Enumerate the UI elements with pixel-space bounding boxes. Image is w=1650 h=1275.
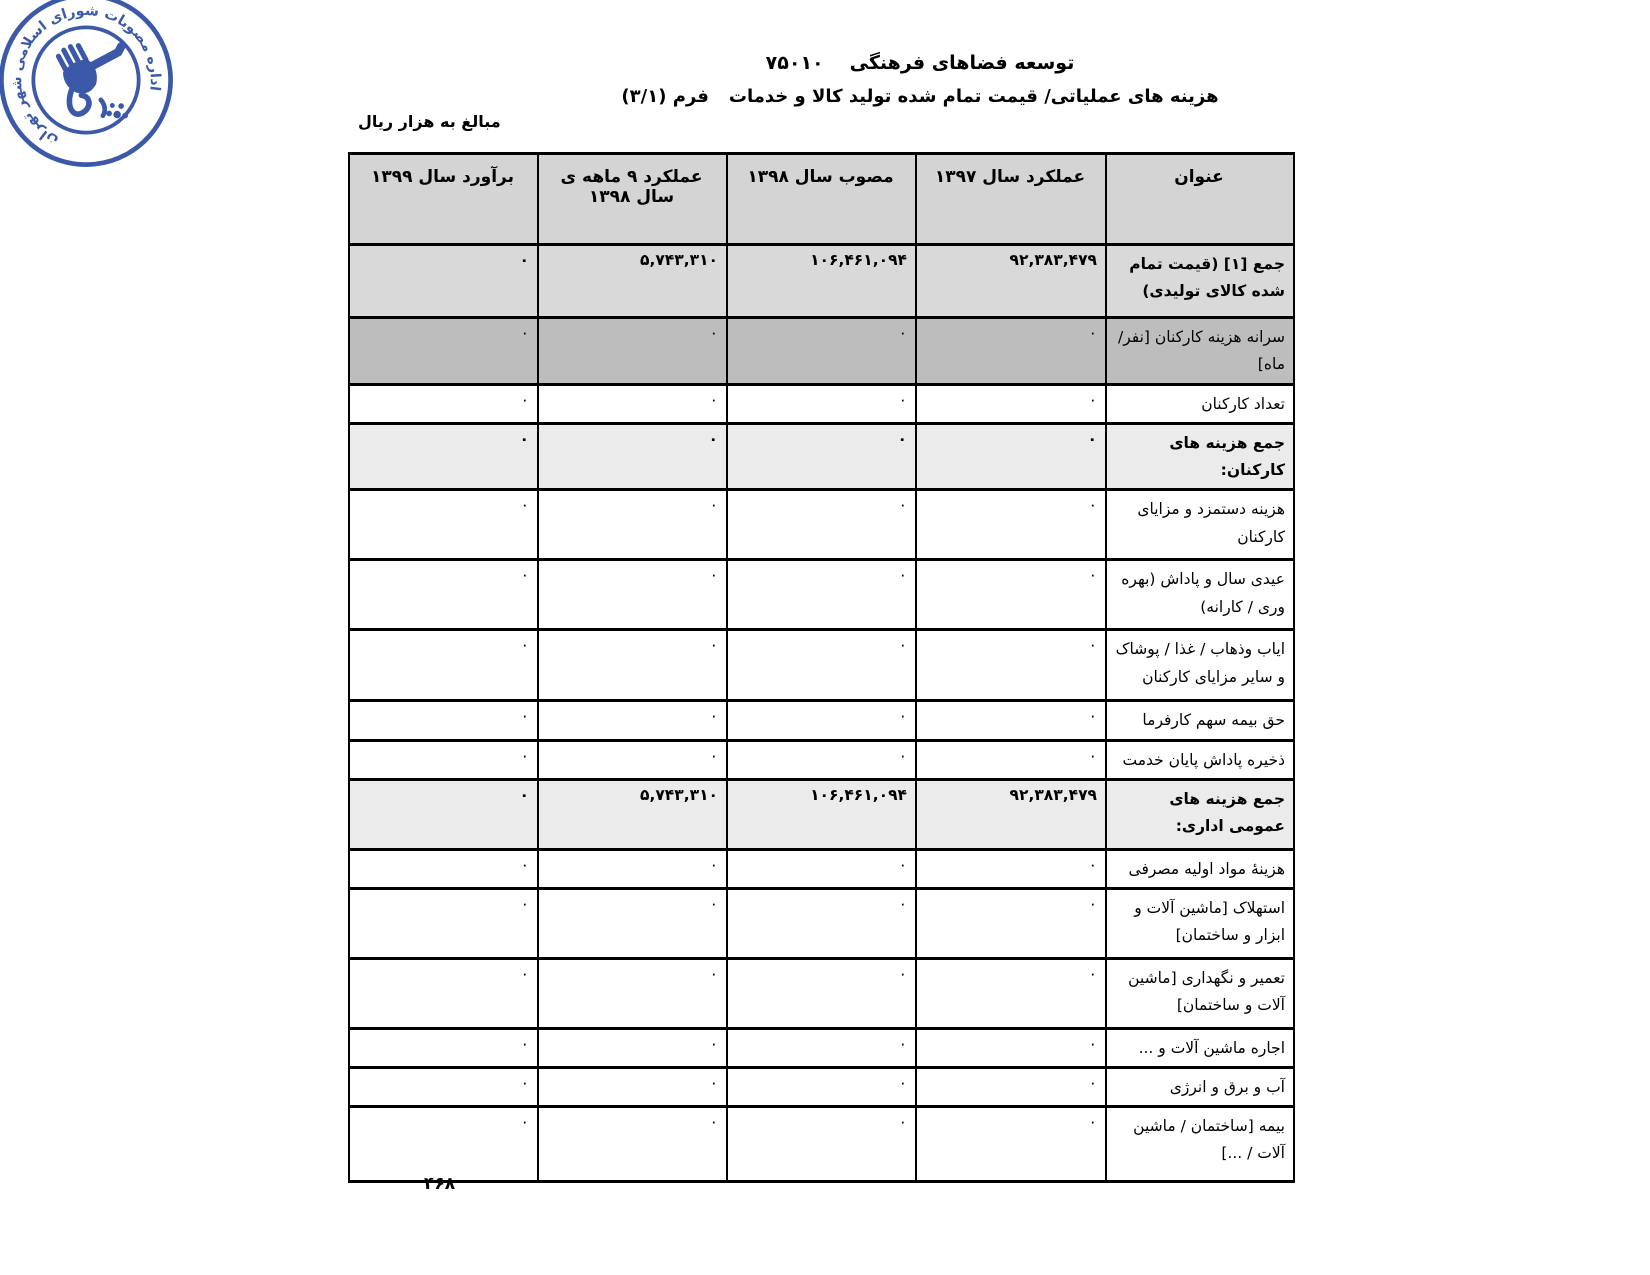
- row-label: تعداد کارکنان: [1106, 385, 1294, 424]
- row-value: ۰: [727, 630, 916, 701]
- table-row: [349, 779, 1294, 849]
- row-label: سرانه هزینه کارکنان [نفر/ماه]: [1106, 318, 1294, 385]
- row-value: ۰: [538, 849, 727, 888]
- row-value: ۰: [916, 318, 1106, 385]
- row-label: حق بیمه سهم کارفرما: [1106, 701, 1294, 740]
- document-header: [600, 52, 1240, 107]
- row-value: ۰: [349, 740, 538, 779]
- row-label: هزینهٔ مواد اولیه مصرفی: [1106, 849, 1294, 888]
- table-row: [349, 245, 1294, 318]
- row-value: ۰: [727, 740, 916, 779]
- col-header-actual-1397: عملکرد سال ۱۳۹۷: [916, 154, 1106, 245]
- table-row: [349, 1067, 1294, 1106]
- row-value: ۰: [727, 1107, 916, 1182]
- row-value: ۰: [916, 385, 1106, 424]
- row-label: هزینه دستمزد و مزایای کارکنان: [1106, 490, 1294, 560]
- row-label: ایاب وذهاب / غذا / پوشاک و سایر مزایای کارکنان: [1106, 630, 1294, 701]
- table-row: [349, 560, 1294, 630]
- row-value: ۰: [349, 888, 538, 958]
- row-value: ۰: [349, 318, 538, 385]
- row-value: ۰: [538, 701, 727, 740]
- row-value: ۰: [349, 1107, 538, 1182]
- table-row: [349, 958, 1294, 1028]
- row-value: ۰: [349, 1028, 538, 1067]
- cost-table-header: [349, 154, 1294, 245]
- page-number: ۴۶۸: [424, 1174, 456, 1194]
- stamp-ring-text: اداره مصوبات شورای اسلامی شهر تهران: [8, 2, 163, 150]
- row-value: ۰: [916, 630, 1106, 701]
- row-value: ۱۰۶,۴۶۱,۰۹۴: [727, 779, 916, 849]
- row-value: ۰: [916, 849, 1106, 888]
- row-value: ۰: [538, 958, 727, 1028]
- row-value: ۰: [349, 490, 538, 560]
- program-code: ۷۵۰۱۰: [765, 52, 824, 74]
- row-value: ۰: [349, 424, 538, 490]
- row-value: ۰: [349, 560, 538, 630]
- form-heading: [621, 86, 1218, 107]
- row-value: ۰: [538, 560, 727, 630]
- row-label: جمع [۱] (قیمت تمام شده کالای تولیدی): [1106, 245, 1294, 318]
- row-value: ۰: [916, 560, 1106, 630]
- row-value: ۰: [538, 1028, 727, 1067]
- row-value: ۰: [349, 779, 538, 849]
- table-row: [349, 740, 1294, 779]
- row-value: ۰: [916, 424, 1106, 490]
- row-value: ۰: [916, 1107, 1106, 1182]
- table-row: [349, 490, 1294, 560]
- row-value: ۰: [538, 490, 727, 560]
- row-value: ۹۲,۳۸۳,۴۷۹: [916, 245, 1106, 318]
- row-value: ۰: [349, 245, 538, 318]
- table-row: [349, 424, 1294, 490]
- row-value: ۰: [727, 701, 916, 740]
- cost-table: [348, 152, 1295, 1183]
- col-header-estimate-1399: برآورد سال ۱۳۹۹: [349, 154, 538, 245]
- row-value: ۰: [727, 1028, 916, 1067]
- row-value: ۰: [538, 1067, 727, 1106]
- row-value: ۰: [727, 385, 916, 424]
- row-value: ۰: [349, 849, 538, 888]
- table-row: [349, 888, 1294, 958]
- row-value: ۰: [727, 560, 916, 630]
- table-row: [349, 701, 1294, 740]
- program-title: توسعه فضاهای فرهنگی: [849, 52, 1075, 74]
- row-value: ۵,۷۴۳,۳۱۰: [538, 779, 727, 849]
- row-value: ۰: [538, 318, 727, 385]
- table-row: [349, 385, 1294, 424]
- row-label: جمع هزینه های کارکنان:: [1106, 424, 1294, 490]
- row-value: ۱۰۶,۴۶۱,۰۹۴: [727, 245, 916, 318]
- program-heading: [766, 52, 1075, 74]
- row-value: ۰: [538, 888, 727, 958]
- row-label: بیمه [ساختمان / ماشین آلات / ...]: [1106, 1107, 1294, 1182]
- row-value: ۰: [916, 958, 1106, 1028]
- row-value: ۰: [538, 424, 727, 490]
- row-value: ۰: [916, 740, 1106, 779]
- unit-note: مبالغ به هزار ریال: [358, 112, 501, 131]
- row-value: ۰: [349, 385, 538, 424]
- row-label: عیدی سال و پاداش (بهره وری / کارانه): [1106, 560, 1294, 630]
- row-value: ۰: [349, 958, 538, 1028]
- row-value: ۰: [349, 630, 538, 701]
- row-value: ۰: [727, 490, 916, 560]
- row-value: ۰: [727, 424, 916, 490]
- row-value: ۰: [538, 630, 727, 701]
- col-header-title: عنوان: [1106, 154, 1294, 245]
- row-label: جمع هزینه های عمومی اداری:: [1106, 779, 1294, 849]
- table-row: [349, 849, 1294, 888]
- col-header-approved-1398: مصوب سال ۱۳۹۸: [727, 154, 916, 245]
- row-value: ۰: [916, 1067, 1106, 1106]
- row-label: تعمیر و نگهداری [ماشین آلات و ساختمان]: [1106, 958, 1294, 1028]
- row-label: آب و برق و انرژی: [1106, 1067, 1294, 1106]
- row-value: ۰: [727, 1067, 916, 1106]
- table-row: [349, 1107, 1294, 1182]
- row-value: ۹۲,۳۸۳,۴۷۹: [916, 779, 1106, 849]
- council-stamp: [0, 0, 213, 207]
- row-value: ۰: [916, 490, 1106, 560]
- row-value: ۰: [727, 318, 916, 385]
- row-value: ۰: [916, 1028, 1106, 1067]
- table-row: [349, 318, 1294, 385]
- row-value: ۰: [538, 385, 727, 424]
- row-label: استهلاک [ماشین آلات و ابزار و ساختمان]: [1106, 888, 1294, 958]
- form-subtitle: هزینه های عملیاتی/ قیمت تمام شده تولید کالا و خدمات: [728, 86, 1219, 107]
- form-label: فرم (۳/۱): [621, 86, 709, 107]
- row-value: ۰: [727, 888, 916, 958]
- row-value: ۰: [538, 1107, 727, 1182]
- table-row: [349, 1028, 1294, 1067]
- row-value: ۰: [727, 849, 916, 888]
- row-value: ۰: [538, 740, 727, 779]
- row-label: ذخیره پاداش پایان خدمت: [1106, 740, 1294, 779]
- row-value: ۰: [916, 888, 1106, 958]
- row-value: ۰: [916, 701, 1106, 740]
- row-value: ۵,۷۴۳,۳۱۰: [538, 245, 727, 318]
- row-value: ۰: [349, 701, 538, 740]
- col-header-9month-1398: عملکرد ۹ ماهه ی سال ۱۳۹۸: [538, 154, 727, 245]
- table-row: [349, 630, 1294, 701]
- row-value: ۰: [727, 958, 916, 1028]
- cost-table-body: [349, 245, 1294, 1182]
- row-label: اجاره ماشین آلات و ...: [1106, 1028, 1294, 1067]
- row-value: ۰: [349, 1067, 538, 1106]
